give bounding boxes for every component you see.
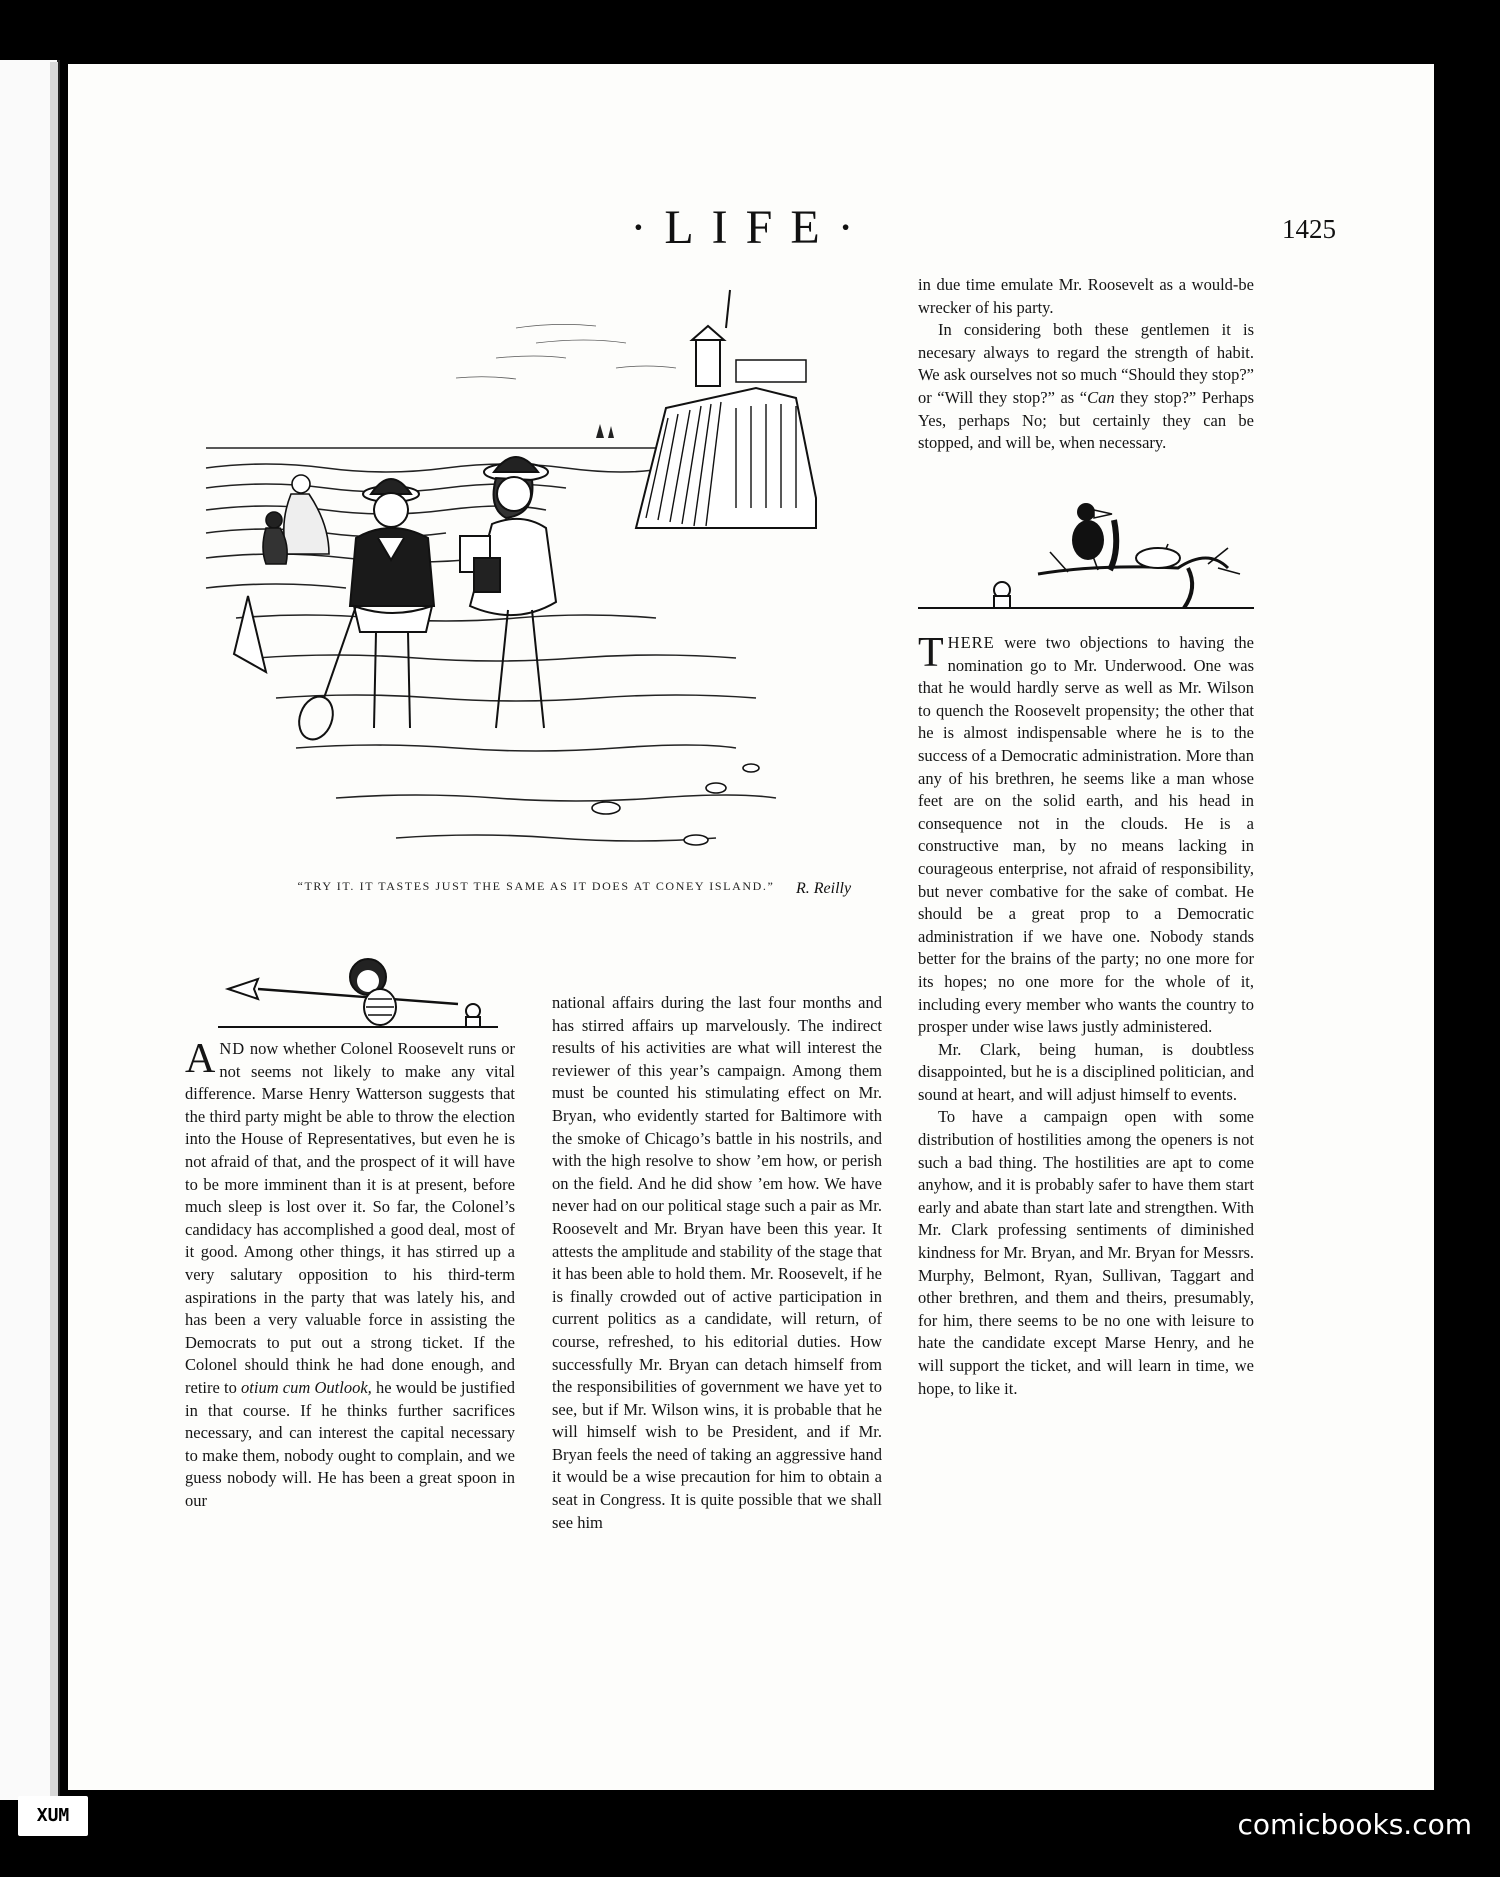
small-ball [466,1004,480,1018]
dropcap-a: A [185,1036,216,1082]
column1-text-end: he would be justified in that course. If he thinks further sacrifices necessary, and can interest the capital necessary to make them, nobody ought to complain, and we guess nobody will. He has been a great spoon in our [185,1377,516,1510]
boy-figure [234,479,434,744]
column3-paragraph-3 [918,632,1254,1039]
spear-vignette [218,949,518,1034]
bird-head [1077,503,1095,521]
column1-text: now whether Colonel Roosevelt runs or not seems not likely to make any vital difference. Marse Henry Watterson suggests that the third party might be able to throw the election into the House of Representatives, but even he is not afraid of that, and the prospect of it will have to be more imminent than it is at present, before much sleep is lost over it. So far, the Colonel’s candidacy has accomplished a good deal, most of it good. Among other things, it has stirred up a very salutary opposition to his third-term aspirations in the party that was lately his, and has been a very valuable force in assisting the Democrats to put out a strong ticket. If the Colonel should think he had done enough, and retire to [185,1039,515,1397]
bird-on-branch-vignette [918,494,1254,614]
italic-can: Can [1087,387,1115,407]
worm [1110,520,1116,570]
article-column-3-lower [918,632,1254,1400]
column3-paragraph-4: Mr. Clark, being human, is doubtless disappointed, but he is a disciplined politician, and sound at heart, and will adjust himself to events. [918,1039,1254,1104]
girl-figure [460,457,556,728]
spear-head [228,979,258,999]
illustration-caption: “TRY IT. IT TASTES JUST THE SAME AS IT DOES AT CONEY ISLAND.” [297,879,775,893]
column3-p2-start: In considering both these gentlemen it is necesary always to regard the strength of habit. We ask ourselves not so much “Should they stop?” or “Will they stop?” as “ [918,320,1254,407]
nest [1136,548,1180,568]
magazine-page [68,64,1434,1790]
column3-paragraph-2 [918,319,1254,455]
column2-paragraph: national affairs during the last four months and has stirred affairs up marvelously. The indirect results of his activities are what will interest the reviewer of this year’s campaign. Among them must be counted his stimulating effect on Mr. Bryan, who evidently started for Baltimore with the smoke of Chicago’s battle in his nostrils, and with the high resolve to show ’em how, or perish on the field. And he did show ’em how. We have never had on our political stage such a pair as Mr. Roosevelt and Mr. Bryan have been this year. It attests the amplitude and stability of the stage that it has been able to hold them. Mr. Roosevelt, if he is finally crowded out of active participation in current politics as a candidate, will return, of course, refreshed, to his editorial duties. How successfully Mr. Bryan can detach himself from the responsibilities of government we have yet to see, but if Mr. Wilson wins, it is probable that he will himself wish to be President, and if Mr. Bryan feels the need of taking an aggressive hand it would be a wise precaution for him to obtain a seat in Congress. It is quite possible that we shall see him [552,993,882,1532]
masthead-title: ·LIFE· [630,201,872,254]
site-watermark: comicbooks.com [1237,1808,1472,1841]
column3-paragraph-5: To have a campaign open with some distribution of hostilities among the openers is not such a bad thing. The hostilities are apt to come anyhow, and it is probably safer to have them start early and abate than start late and strengthen. With Mr. Clark professing sentiments of diminished kindness for Mr. Bryan, and Mr. Bryan for Messrs. Murphy, Belmont, Ryan, Sullivan, Taggart and other brethren, and them and theirs, presumably, for him, there seems to be no one with leisure to hate the candidate except Marse Henry, and he will support the ticket, and will learn in time, we hope, to like it. [918,1107,1254,1398]
background-figures [263,475,329,564]
column3-p2-end: they stop?” Perhaps Yes, perhaps No; but certainly they can be stopped, and will be, when necessary. [918,387,1254,453]
dropcap-t: T [918,630,944,676]
distant-sailboats [596,424,614,438]
article-column-3-upper [918,274,1254,455]
page-gutter [50,62,58,1798]
branch [1038,558,1228,574]
masthead [68,200,1434,255]
artist-signature: R. Reilly [796,880,852,897]
column3-p3-rest: were two objections to having the nomination go to Mr. Underwood. One was that he would hardly serve as well as Mr. Wilson to quench the Roosevelt propensity; the other that he is almost indispensable where he is to the success of a Democratic administration. More than any of his brethren, he seems like a man whose feet are on the solid earth, and his head in consequence not in the clouds. He is a constructive man, by no means lacking in courageous enterprise, not afraid of responsibility, but never combative for the sake of combat. He should be a great prop to a Democratic administration if we have one. Nobody stands better for the brains of the party; no one more for its hopes; no one more for the whole of it, including every member who wants the country to prosper under wise laws justly administered. [918,633,1254,1037]
xum-watermark: XUM [18,1796,88,1836]
beach-illustration [196,288,876,928]
bird-body [1072,520,1104,560]
page-number: 1425 [1282,214,1336,244]
article-column-1 [185,1038,515,1512]
column3-paragraph-1: in due time emulate Mr. Roosevelt as a would-be wrecker of his party. [918,275,1254,317]
italic-phrase: otium cum Outlook, [241,1377,372,1397]
article-column-2 [552,992,882,1534]
lead-word-there: HERE [947,633,995,652]
sky-hatching [456,324,676,379]
lead-word: ND [219,1039,246,1058]
shore-debris [592,764,759,845]
pier-and-lighthouse [636,290,816,528]
